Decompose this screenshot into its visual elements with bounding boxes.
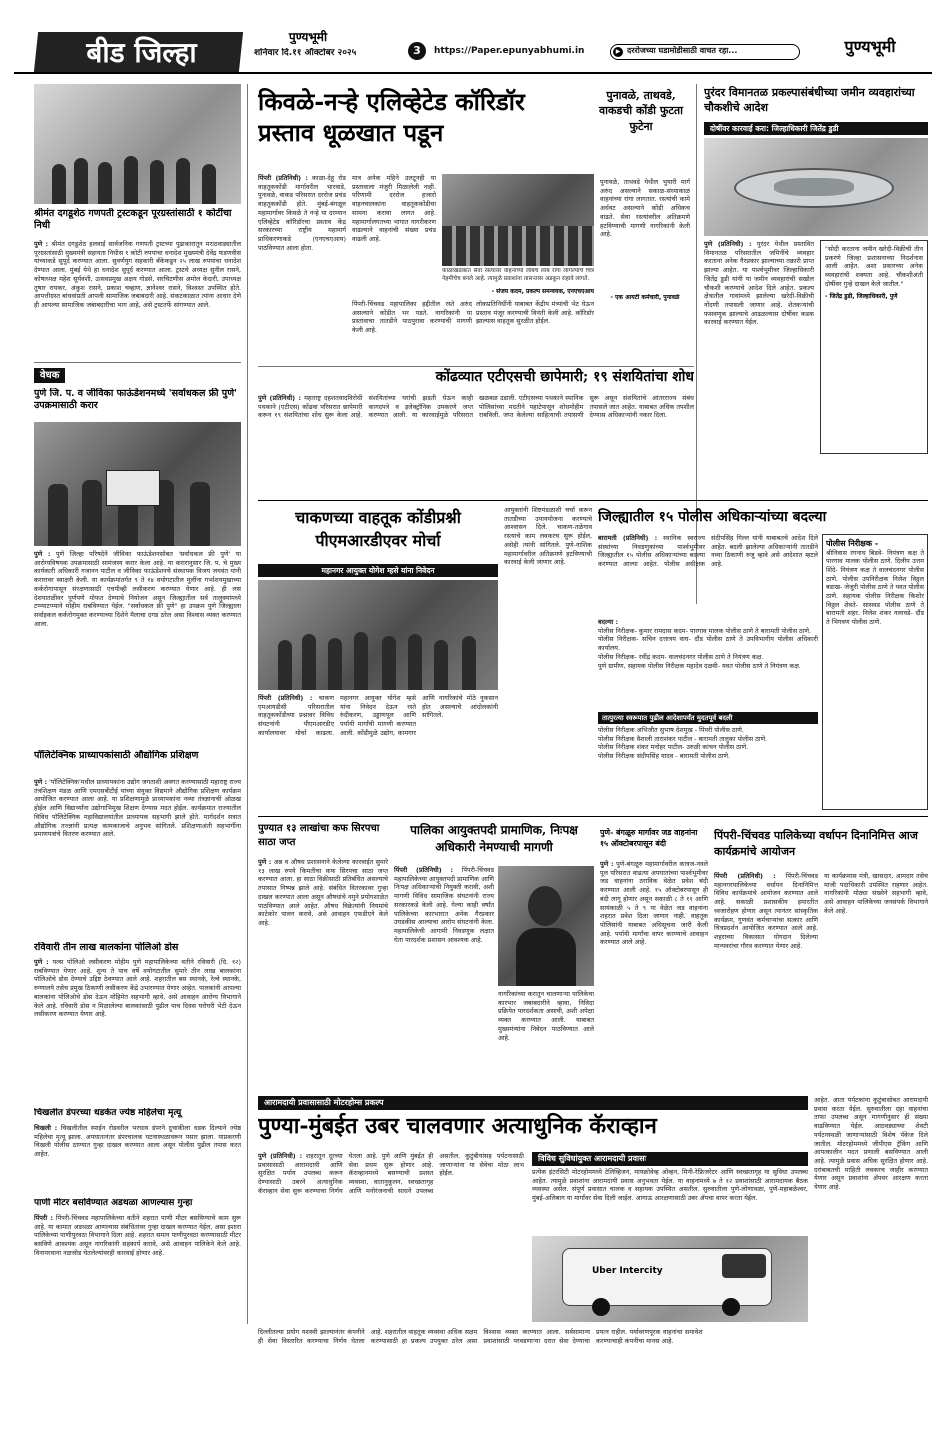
purandar-headline: पुरंदर विमानतळ प्रकल्पासंबंधीच्या जमीन व्यवहारांच्या चौकशीचे आदेश <box>704 86 915 114</box>
sarvadnya-body <box>34 550 241 746</box>
corridor-quote-by: - एक आयटी कर्मचारी, पुनावळे <box>610 294 680 301</box>
commissioner-headline: पालिका आयुक्तपदी प्रामाणिक, निःपक्ष अधिकारी नेमण्याची मागणी <box>410 823 578 855</box>
transfers-body <box>598 534 818 616</box>
traffic-photo-caption: काळाखडकात सेवा रस्त्यावर वाहनांच्या लांबच लांब रांगा लागल्याचे चित्र नेहमीचेच बनले आहे. त्यामुळे प्रवाशांना तासन्तास अडकून राहावे लागते. <box>442 268 594 282</box>
commissioner-text: पिंपरी-चिंचवड महापालिकेच्या आयुक्तपदी प्रामाणिक आणि निःपक्ष अधिकाऱ्याची नियुक्ती करावी, अशी मागणी विविध सामाजिक संघटनांनी राज्य सरकारकडे केली आहे. गेल्या काही वर्षांत पालिकेच्या कारभारात अनेक गैरप्रकार उघडकीस आल्याचा आरोप संघटनांनी केला. महापालिकेची आगामी निवडणूक लक्षात घेता पारदर्शक प्रशासन आवश्यक आहे. <box>394 866 494 944</box>
chakan-body <box>258 694 498 810</box>
uber-intercity-label: Uber Intercity <box>592 1266 663 1276</box>
caravan-headline: पुण्या-मुंबईत उबर चालवणार अत्याधुनिक कॅराव्हान <box>258 1113 657 1139</box>
chakan-text: चाकण एमआयडीसी परिसरातील वाहतूककोंडीच्या प्रश्नावर विविध संघटनांनी पीएमआरडीए कार्यालयावर मोर्चा काढला. महानगर आयुक्त योगेश म्हसे यांना निवेदन देऊन रस्ते रुंदीकरण, उड्डाणपूल आणि पर्यायी मार्गांची मागणी करण्यात आली. कोंडीमुळे उद्योग, कामगार आणि नागरिकांचे मोठे नुकसान होत असल्याचे आंदोलकांनी सांगितले. <box>258 694 498 737</box>
transfers-badlya-label: बदल्या : <box>598 618 619 626</box>
brand-logo-right: पुण्यभूमी <box>844 37 896 56</box>
wheel-icon <box>592 1298 610 1316</box>
kondhwa-body <box>258 394 694 490</box>
kondhwa-text: महाराष्ट्र दहशतवादविरोधी पथकाने (एटीएस) कोंढवा परिसरात छापेमारी करून १९ संशयितांचा शोध सुरू केला आहे. संशयितांच्या घरांची झडती घेऊन काही कागदपत्रे व इलेक्ट्रॉनिक उपकरणे जप्त करण्यात आली. या कारवाईमुळे परिसरात खळबळ उडाली. एटीएसच्या पथकाने स्थानिक पोलिसांच्या मदतीने पहाटेपासून शोधमोहीम राबविली. जप्त केलेल्या साहित्याची तपासणी सुरू असून संशयितांचे आंतरराज्य संबंध तपासले जात आहेत. याबाबत अधिक तपशील देण्यास अधिकाऱ्यांनी नकार दिला. <box>258 394 694 420</box>
chakan-headline: चाकणच्या वाहतूक कोंडीप्रश्नी पीएमआरडीएवर मोर्चा <box>295 508 461 551</box>
transfer-item-2: पोलीस निरीक्षक वैशाली ताराशंकर पाटील - बारामती तालुका पोलीस ठाणे. <box>598 734 768 743</box>
purandar-tag: दोषींवर कारवाई करा: जिल्हाधिकारी जितेंद्र डुडी <box>704 122 928 135</box>
transfers-subhead: तात्पुरत्या स्वरूपात पुढील आदेशापर्यंत मुदतपूर्व बदली <box>598 712 818 724</box>
kondhwa-byline: पुणे (प्रतिनिधी) : <box>258 394 301 402</box>
mid-rule-1 <box>258 500 928 501</box>
sarvadnya-photo <box>34 422 241 546</box>
caravan-bottom-body: दिल्लीतल्या प्रयोग यशस्वी झाल्यानंतर कंपनीने ही सेवा विस्तारित करण्याचा निर्णय घेतला आहे. शहरातील वाहतूक व्यवस्था अधिक सक्षम करण्यासाठी हा प्रकल्प उपयुक्त ठरेल असा विश्वास व्यक्त करण्यात आला. सर्वसामान्य प्रवाशांसाठी परवडणाऱ्या दरात सेवा देण्याचा प्रयत्न राहील. पर्यावरणपूरक वाहनांचा समावेश करण्याचाही कंपनीचा मानस आहे. <box>258 1328 703 1345</box>
sarvadnya-text: पुणे जिल्हा परिषदेने जीविका फाऊंडेशनसोबत 'सर्वाधकल फ्री पुणे' या आरोग्यविषयक उपक्रमासाठी सामंजस्य करार केला आहे. या करारानुसार जि. प. चे मुख्य कार्यकारी अधिकारी गजानन पाटील व जीविका फाऊंडेशनचे संस्थापक विजय जयवंत यांनी करारावर स्वाक्षरी केली. या कार्यक्रमांतर्गत ९ ते १४ वयोगटातील मुलींना गर्भाशयमुखाच्या कर्करोगापासून संरक्षणासाठी एचपीव्ही लसीकरण करण्यात येणार आहे. ही लस देशपातळीवर पूर्णपणे मोफत देण्याचे नियोजन असून जिल्ह्यातील सर्व तालुक्यांमध्ये टप्प्याटप्प्याने मोहीम राबविण्यात येईल. "सर्वाधकल फ्री पुणे" हा उपक्रम पुणे जिल्ह्याला सर्वाइकल कर्करोगमुक्त करण्याच्या दिशेने मैलाचा दगड ठरेल असा विश्वास व्यक्त करण्यात आला. <box>34 550 241 628</box>
pcmc-headline: पिंपरी-चिंचवड पालिकेच्या वर्धापन दिनानिमित्त आज कार्यक्रमांचे आयोजन <box>714 829 918 858</box>
ticker-play-icon: ▶ <box>613 47 623 57</box>
trust-body <box>34 240 241 358</box>
polytechnic-text: 'पॉलिटेक्निक'मधील प्राध्यापकांना उद्योग जगताशी अवगत करण्यासाठी महाराष्ट्र राज्य तंत्रशिक्षण मंडळ आणि एमएसबीटीई यांच्या संयुक्त विद्यमाने औद्योगिक प्रशिक्षण कार्यक्रम आयोजित करण्यात आला आहे. या प्रशिक्षणामुळे प्राध्यापकांना नव्या तंत्रज्ञानाची ओळख होईल आणि विद्यार्थ्यांना उद्योगाभिमुख शिक्षण देण्यास मदत होईल. कार्यक्रमात राज्यातील विविध पॉलिटेक्निक महाविद्यालयांतील प्राध्यापक सहभागी झाले होते. मार्गदर्शन सत्रात औद्योगिक तज्ज्ञांनी प्रत्यक्ष कामकाजाचे अनुभव सांगितले. प्रशिक्षणाअंती सहभागींना प्रमाणपत्रांचे वितरण करण्यात आले. <box>34 778 241 839</box>
chakan-photo <box>258 580 498 690</box>
wheel-icon <box>722 1298 740 1316</box>
pcmc-text: पिंपरी-चिंचवड महानगरपालिकेच्या वर्धापन दिनानिमित्त विविध कार्यक्रमांचे आयोजन करण्यात आले आहे. सकाळी प्रशासकीय इमारतीत ध्वजारोहण होणार असून त्यानंतर सांस्कृतिक कार्यक्रम, गुणवंत कर्मचाऱ्यांचा सत्कार आणि चित्रप्रदर्शन आयोजित करण्यात आले आहे. शहराच्या विकासात योगदान दिलेल्या मान्यवरांचा गौरव करण्यात येणार आहे. <box>714 872 818 950</box>
purandar-quote: "सोदी करताना जमीन खरेदी-विक्रीची तीन प्रकरणे जिल्हा प्रशासनाच्या निदर्शनास आली आहेत. अशा प्रकारच्या अनेक व्यवहारांची शक्यता आहे. चौकशीअंती दोषींवर गुन्हे दाखल केले जातील." <box>825 245 923 288</box>
caravan-box-title: विविध सुविधांयुक्त आरामदायी प्रवासः <box>532 1152 808 1166</box>
chikhli-byline: चिखली : <box>34 1124 58 1132</box>
trust-text: श्रीमंत दगडूशेठ हलवाई सार्वजनिक गणपती ट्रस्टच्या पुढाकारातून मराठवाड्यातील पूरग्रस्तांसाठी मुख्यमंत्री सहायता निधीस १ कोटी रुपयांचा धनादेश मुख्यमंत्री देवेंद्र फडणवीस यांच्याकडे सुपूर्द करण्यात आला. सुवर्णयुग सहकारी बँकेकडून २५ लाख रुपयांचा धनादेश देण्यात आला. मुंबई येथे हा धनादेश सुपूर्द करण्यात आला. ट्रस्टचे अध्यक्ष सुनील रासने, कोषाध्यक्ष महेश सूर्यवंशी, उत्सवप्रमुख अक्षय गोडसे, सरचिटणीस अमोल केदारी, उपाध्यक्ष तुषार रायकर, अंकुश रासने, प्रकाश चव्हाण, ज्ञानेश्वर रासने, विश्वस्त उपस्थित होते. आपत्तीग्रस्त बांधवांप्रती आपली सामाजिक जबाबदारी आहे. संकटकाळात त्यांना आधार देणे ही आपल्या सामाजिक जबाबदारीचा भाग आहे, असे ट्रस्टतर्फे सांगण्यात आले. <box>34 240 241 309</box>
commissioner-body2: नागरिकांच्या करातून चालणाऱ्या पालिकेचा कारभार जबाबदारीने व्हावा, निविदा प्रक्रियेत पारदर्शकता असावी, अशी अपेक्षा व्यक्त करण्यात आली. याबाबत मुख्यमंत्र्यांना निवेदन पाठविण्यात आले आहे. <box>498 990 594 1042</box>
brand-logo-small: पुण्यभूमी <box>288 30 328 44</box>
corridor-col3: पिंपरी-चिंचवड महापालिका हद्दीतील रस्ते अरुंद असल्याने कोंडीत भर पडते. नागरिकांनी या प्रस्तावाचा तातडीने पाठपुरावा करण्याची मागणी केली आहे. <box>352 300 472 335</box>
transfer-item: पोलीस निरीक्षक- रवींद्र कदम- वालचंदनगर पोलीस ठाणे ते नियंत्रण कक्ष. <box>598 652 764 661</box>
ticker-box <box>610 44 800 60</box>
website-url[interactable]: https://Paper.epunyabhumi.in <box>434 46 585 56</box>
caravan-text: शहरातून दूरच्या प्रवासासाठी आरामदायी आणि सुरक्षित पर्याय उपलब्ध करून देण्यासाठी उबरने अत्याधुनिक कॅराव्हान सेवा सुरू करण्याचा निर्णय घेतला आहे. पुणे आणि मुंबईत ही सेवा प्रथम सुरू होणार आहे. कॅराव्हानमध्ये बसण्याची प्रशस्त व्यवस्था, वातानुकूलन, स्वच्छतागृह आणि मनोरंजनाची साधने उपलब्ध असतील. कुटुंबीयांसह पर्यटनासाठी जाणाऱ्यांना या सेवेचा मोठा लाभ होईल. <box>258 1152 524 1195</box>
sarvadnya-byline: पुणे : <box>34 550 51 558</box>
pcmc-body2: या कार्यक्रमास मंत्री, खासदार, आमदार तसेच माजी पदाधिकारी उपस्थित राहणार आहेत. नागरिकांनी मोठ्या संख्येने सहभागी व्हावे, असे आवाहन पालिकेच्या जनसंपर्क विभागाने केले आहे. <box>824 872 928 915</box>
vedhak-tab <box>34 368 104 384</box>
sarvadnya-headline: पुणे जि. प. व जीविका फाऊंडेशनमध्ये 'सर्वाधकल फ्री पुणे' उपक्रमासाठी करार <box>34 388 237 412</box>
district-title: बीड जिल्हा <box>86 36 197 69</box>
commissioner-body <box>394 866 494 1092</box>
purandar-quote-box <box>820 240 928 454</box>
corridor-caption: - संजय कदम, प्रकल्प समन्वयक, एनएचएआय <box>491 288 594 295</box>
water-text: पिंपरी-चिंचवड महापालिकेच्या वतीने शहरात पाणी मीटर बसविण्याचे काम सुरू आहे. या कामात अडथळा आणल्यास संबंधितांवर गुन्हा दाखल करण्यात येईल, असा इशारा पालिकेच्या पाणीपुरवठा विभागाने दिला आहे. शहरात समान पाणीपुरवठा करण्यासाठी मीटर बसविणे आवश्यक असून नागरिकांनी सहकार्य करावे, असे आवाहन पालिकेने केले आहे. विनापरवाना नळजोड घेतलेल्यांवरही कारवाई होणार आहे. <box>34 1214 241 1257</box>
purandar-quote-by: - जितेंद्र डुडी, जिल्हाधिकारी, पुणे <box>825 292 898 300</box>
water-headline: पाणी मीटर बसविण्यात अडथळा आणल्यास गुन्हा <box>34 1198 193 1208</box>
speaker-photo <box>498 866 594 986</box>
transfers-byline: बारामती (प्रतिनिधी) : <box>598 534 658 542</box>
transfer-item-2: पोलीस निरीक्षक संदीपसिंह यादव - बारामती पोलीस ठाणे. <box>598 752 731 761</box>
corridor-col1 <box>258 174 346 284</box>
caravan-body <box>258 1152 524 1312</box>
transfers-list <box>598 618 818 708</box>
caravan-box-body: प्रत्येक इंटरसिटी मोटरहोममध्ये टेलिव्हिजन, मायक्रोवेव्ह ओव्हन, मिनी-रेफ्रिजरेटर आणि स्वच्छतागृह या सुविधा उपलब्ध आहेत. त्यामुळे प्रवाशांना आरामदायी प्रवास अनुभवता येईल. या वाहनांमध्ये ७ ते १२ प्रवाशांसाठी आरामदायक बैठक व्यवस्था असेल. संपूर्ण प्रवासात चालक व सहायक उपस्थित असतील. सुरुवातीला पुणे-लोणावळा, पुणे-महाबळेश्वर, मुंबई-अलिबाग या मार्गांवर सेवा दिली जाईल. आगाऊ आरक्षणासाठी उबर ॲपचा वापर करता येईल. <box>532 1168 808 1203</box>
pune13-headline: पुण्यात १३ लाखांचा कफ सिरपचा साठा जप्त <box>258 823 380 848</box>
caravan-byline: पुणे (प्रतिनिधी) : <box>258 1152 303 1160</box>
transfers-list2 <box>598 726 818 810</box>
water-body <box>34 1214 241 1326</box>
polytechnic-headline: पॉलिटेक्निक प्राध्यापकांसाठी औद्योगिक प्रशिक्षण <box>34 750 199 761</box>
chakan-tag: महानगर आयुक्त योगेश म्हसे यांना निवेदन <box>258 564 498 577</box>
bangalore-body <box>600 860 708 1092</box>
transfer-item-2: पोलीस निरीक्षक अभिजीत सुभाष देशमुख - पिंपरी पोलीस ठाणे. <box>598 726 744 734</box>
transfers-side-body: श्रीनिवास रंगनाथ बिडवे- नियंत्रण कक्ष ते पारगाव मालक पोलीस ठाणे. दिलीप उत्तम शिंदे- नियंत्रण कक्ष ते वालचंदनगर पोलीस ठाणे. पोलीस उपनिरीक्षक निलेश विठ्ठल बडाख- जेजुरी पोलीस ठाणे ते यवत पोलीस ठाणे. सहायक पोलीस निरीक्षक किशोर विठ्ठल शेवते- सासवड पोलीस ठाणे ते बारामती शहर. निलेश शंकर नलावडे- दौंड ते भिगवण पोलीस ठाणे. <box>826 548 924 627</box>
bangalore-text: पुणे-बंगळूरु महामार्गावरील कात्रज-नवले पूल परिसरात वाढत्या अपघातांच्या पार्श्वभूमीवर जड वाहनांना ठराविक वेळेत प्रवेश बंदी करण्यात आली आहे. १५ ऑक्टोबरपासून ही बंदी लागू होणार असून सकाळी ८ ते ११ आणि सायंकाळी ५ ते ९ या वेळेत जड वाहनांना शहरात प्रवेश दिला जाणार नाही. वाहतूक पोलिसांनी याबाबत अधिसूचना जारी केली आहे. पर्यायी मार्गांचा वापर करण्याचे आवाहन करण्यात आले आहे. <box>600 860 708 947</box>
corridor-col1-text: काळा-देहू रोड वाहतूककोंडी मार्गावरील भारवाडे, पुनावळे, वाकड परिसरात दररोज प्रचंड वाहतूककोंडी होते. मुंबई-बंगळूरु महामार्गावर किवळे ते नऱ्हे या दरम्यान एलिव्हेटेड कॉरिडॉरचा प्रस्ताव केंद्र सरकारच्या राष्ट्रीय महामार्ग प्राधिकरणाकडे (एनएचएआय) पाठविण्यात आला होता. <box>258 174 346 252</box>
bangalore-headline: पुणे- बंगळूरु मार्गावर जड वाहनांना १५ ऑक्टोबरपासून बंदी <box>600 828 698 848</box>
pcmc-body <box>714 872 818 1092</box>
polio-body <box>34 958 241 1104</box>
chakan-byline: पिंपरी (प्रतिनिधी) : <box>258 694 313 702</box>
transfers-text: स्थानिक स्वराज्य संस्थांच्या निवडणुकांच्या पार्श्वभूमीवर जिल्ह्यातील १५ पोलीस अधिकाऱ्यांच्या बदल्या करण्यात आल्या आहेत. पोलीस अधीक्षक संदीपसिंह गिल्ल यांनी याबाबतचे आदेश दिले आहेत. बदली झालेल्या अधिकाऱ्यांनी तातडीने नव्या ठिकाणी रुजू व्हावे असे आदेशात म्हटले आहे. <box>598 534 818 569</box>
corridor-side-headline: पुनावळे, ताथवडे, वाकडची कोंडी फुटता फुटेना <box>599 89 683 133</box>
corridor-col4: लोकप्रतिनिधींनी याबाबत केंद्रीय मंत्र्यांची भेट घेऊन प्रस्ताव मंजूर करण्याची विनंती केली आहे. कॉरिडॉर झाल्यास वाहतूक सुरळीत होईल. <box>476 300 594 326</box>
trust-byline: पुणे : <box>34 240 49 248</box>
edition-date: शनिवार दि.११ ऑक्टोबर २०२५ <box>254 48 357 58</box>
polio-text: पल्स पोलिओ लसीकरण मोहीम पुणे महापालिकेच्या वतीने रविवारी (दि. १२) राबविण्यात येणार आहे. शून्य ते पाच वर्षे वयोगटातील सुमारे तीन लाख बालकांना पोलिओचे डोस देण्याचे उद्दिष्ट ठेवण्यात आले आहे. शहरातील बस स्थानके, रेल्वे स्थानके, रुग्णालये तसेच प्रमुख ठिकाणी लसीकरण केंद्रे उभारण्यात येणार आहेत. पालकांनी आपल्या बालकांना पोलिओचे डोस देऊन मोहिमेत सहभागी व्हावे, असे आवाहन आरोग्य विभागाने केले आहे. रविवारी डोस न मिळालेल्या बालकांसाठी पुढील पाच दिवस घरोघरी भेटी देऊन लसीकरण करण्यात येणार आहे. <box>34 958 241 1019</box>
chakan-body2: आयुक्तांनी शिष्टमंडळाशी चर्चा करून तातडीच्या उपाययोजना करण्याचे आश्वासन दिले. चाकण-तळेगाव रस्त्याचे काम लवकरच सुरू होईल, असेही त्यांनी सांगितले. पुणे-नाशिक महामार्गावरील अतिक्रमणे हटविण्याची कारवाई केली जाणार आहे. <box>504 506 592 567</box>
polytechnic-body <box>34 778 241 938</box>
polio-headline: रविवारी तीन लाख बालकांना पोलिओ डोस <box>34 942 179 953</box>
chikhli-headline: चिखलीत डंपरच्या धडकेत ज्येष्ठ महिलेचा मृत्यू <box>34 1108 182 1118</box>
pune13-text: अन्न व औषध प्रशासनाने केलेल्या कारवाईत सुमारे १३ लाख रुपये किमतीचा कफ सिरपचा साठा जप्त करण्यात आला. हा साठा विक्रीसाठी प्रतिबंधित असल्याचे तपासात निष्पन्न झाले आहे. संबंधित वितरकावर गुन्हा दाखल करण्यात आला असून औषधांचे नमुने प्रयोगशाळेत पाठविण्यात आले आहेत. औषध विक्रेत्यांनी नियमांचे काटेकोर पालन करावे, असे आवाहन एफडीएने केले आहे. <box>258 858 388 927</box>
transfer-item: पुणे ग्रामीण, सहायक पोलीस निरीक्षक महादेव दळवी- यवत पोलीस ठाणे ते नियंत्रण कक्ष. <box>598 661 801 670</box>
corridor-side-body: पुनावळे, ताथवडे येथील भुयारी मार्ग अरुंद असल्याने सकाळ-संध्याकाळ वाहनांच्या रांगा लागतात. रस्त्यांची कामे अर्धवट असल्याने कोंडी अधिकच वाढते. सेवा रस्त्यांवरील अतिक्रमणे हटविण्याची मागणी नागरिकांनी केली आहे. <box>600 178 690 239</box>
page-number-badge: 3 <box>408 42 426 60</box>
caravan-photo <box>532 1236 808 1322</box>
caravan-kicker: आरामदायी प्रवासासाठी मोटरहोम्स प्रकल्प <box>264 1098 384 1107</box>
caravan-kicker-bar <box>258 1096 808 1110</box>
pune13-body <box>258 858 388 1094</box>
transfer-item: पोलीस निरीक्षक- कुमार रामदास कदम- पारगाव मालक पोलीस ठाणे ते बारामती पोलीस ठाणे. <box>598 626 812 635</box>
pcmc-byline: पिंपरी (प्रतिनिधी) : <box>714 872 776 880</box>
corridor-headline: किवळे-नऱ्हे एलिव्हेटेड कॉरिडॉर प्रस्ताव धूळखात पडून <box>258 87 525 148</box>
transfer-item-2: पोलीस निरीक्षक शंकर मनोहर पाटील- उरुळी कांचन पोलीस ठाणे. <box>598 743 749 752</box>
commissioner-byline: पिंपरी (प्रतिनिधी) : <box>394 866 454 874</box>
mid-rule-2 <box>258 816 928 817</box>
newspaper-page <box>14 28 932 1430</box>
corridor-col2: मात्र अनेक महिने उलटूनही या प्रस्तावाला मंजुरी मिळालेली नाही. परिणामी दररोज हजारो वाहनचालकांना वाहतूककोंडीचा सामना करावा लागत आहे. महामार्गालगतच्या भागात नागरीकरण वाढल्याने वाहनांची संख्या प्रचंड वाढली आहे. <box>352 174 436 243</box>
transfers-side-box <box>822 534 928 810</box>
transfers-side-head: पोलीस निरीक्षक - <box>826 538 879 548</box>
polytechnic-byline: पुणे : <box>34 778 48 786</box>
left-column-divider <box>247 84 248 1324</box>
chikhli-body <box>34 1124 241 1192</box>
left-divider-1 <box>34 362 241 363</box>
transfers-headline: जिल्ह्यातील १५ पोलीस अधिकाऱ्यांच्या बदल्या <box>598 509 827 525</box>
polio-byline: पुणे : <box>34 958 49 966</box>
motorhome-window <box>722 1254 766 1278</box>
purandar-text: पुरंदर येथील प्रस्तावित विमानतळ परिसरातील जमिनींचे व्यवहार करताना अनेक गैरप्रकार झाल्याच्या तक्रारी प्राप्त झाल्या आहेत. या पार्श्वभूमीवर जिल्हाधिकारी जितेंद्र डुडी यांनी या जमीन व्यवहारांची सखोल चौकशी करण्याचे आदेश दिले आहेत. प्रकल्प क्षेत्रातील गावांमध्ये झालेल्या खरेदी-विक्रीची नोंदणी तपासली जाणार आहे. शेतकऱ्यांची फसवणूक झाल्याचे आढळल्यास दोषींवर कडक कारवाई करण्यात येईल. <box>704 240 814 327</box>
trust-headline: श्रीमंत दगडूशेठ गणपती ट्रस्टकडून पूरग्रस्तांसाठी १ कोटींचा निधी <box>34 208 232 232</box>
masthead-rule <box>14 72 932 74</box>
airport-render <box>704 138 928 236</box>
ticker-text: दररोजच्या घडामोडीसाठी वाचत रहा... <box>627 46 738 55</box>
purandar-byline: पुणे (प्रतिनिधी) : <box>704 240 752 248</box>
bangalore-byline: पुणे : <box>600 860 614 868</box>
kondhwa-headline: कोंढव्यात एटीएसची छापेमारी; १९ संशयितांचा शोध <box>435 369 694 385</box>
transfer-item: पोलीस निरीक्षक- सचिन दत्तात्रय वाघ- दौंड पोलीस ठाणे ते उपविभागीय पोलीस अधिकारी कार्यालय. <box>598 635 818 653</box>
chikhli-text: चिखलीतील स्पाईन रोडवरील भरधाव डंपरने दुचाकीला धडक दिल्याने ज्येष्ठ महिलेचा मृत्यू झाला. अपघातानंतर डंपरचालक घटनास्थळावरून पसार झाला. याप्रकरणी चिखली पोलीस ठाण्यात गुन्हा दाखल करण्यात आला असून पोलीस पुढील तपास करत आहेत. <box>34 1124 241 1159</box>
vedhak-label: वेधक <box>34 368 65 383</box>
traffic-photo <box>442 174 594 266</box>
mou-document <box>106 470 160 506</box>
masthead <box>14 28 932 74</box>
trust-photo <box>34 84 241 204</box>
pune13-byline: पुणे : <box>258 858 272 866</box>
water-byline: पिंपरी : <box>34 1214 53 1222</box>
kondhwa-rule <box>258 366 694 367</box>
corridor-byline: पिंपरी (प्रतिनिधी) : <box>258 174 308 182</box>
caravan-right-body: आहेत. आता पर्यटकांना कुटुंबासोबत आरामदायी प्रवास करता येईल. सुरुवातीला दहा वाहनांचा ताफा उपलब्ध असून मागणीनुसार ही संख्या वाढविण्यात येईल. आठवड्याच्या शेवटी पर्यटनस्थळी जाणाऱ्यांसाठी विशेष पॅकेज दिले जातील. मोटरहोममध्ये जीपीएस ट्रॅकिंग आणि आपत्कालीन मदत प्रणाली बसविण्यात आली आहे. त्यामुळे प्रवास अधिक सुरक्षित होणार आहे. दरांबाबतची माहिती लवकरच जाहीर करण्यात येणार असून प्रवाशांना ॲपवर आरक्षण करता येणार आहे. <box>814 1096 928 1192</box>
